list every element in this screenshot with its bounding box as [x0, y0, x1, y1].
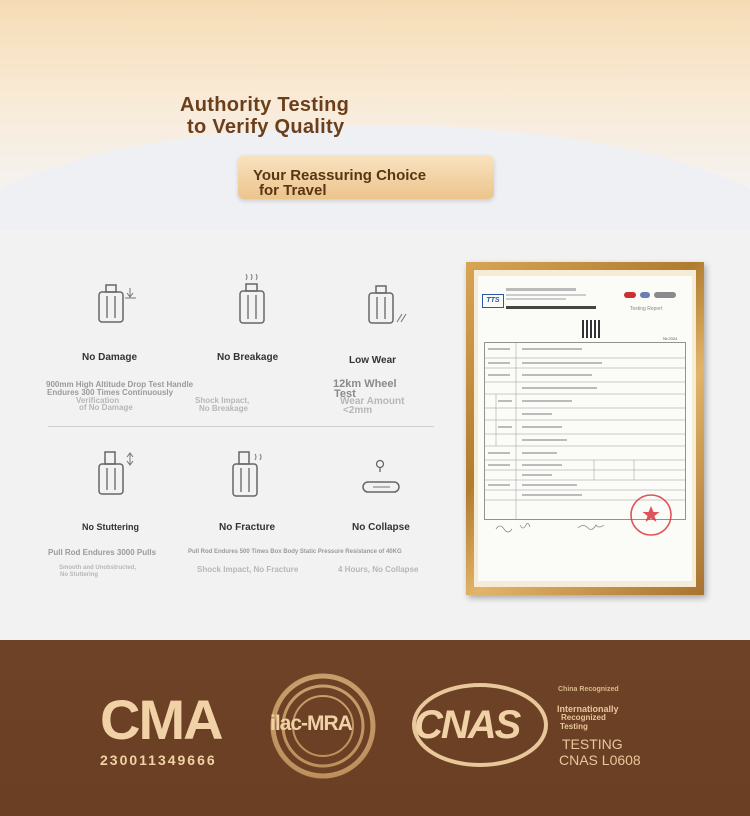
- feature-desc-no-fracture-2: Shock Impact, No Fracture: [197, 565, 299, 574]
- feature-desc-low-wear-4: <2mm: [343, 405, 373, 416]
- tagline-line-2: for Travel: [259, 182, 327, 199]
- suitcase-wheel-icon: [366, 284, 408, 328]
- certificate-header-line: [506, 294, 586, 296]
- weight-pressure-icon: [360, 458, 404, 498]
- cma-number: 230011349666: [100, 752, 217, 768]
- feature-desc-no-stuttering-2: Smooth and Unobstructed,: [59, 565, 136, 571]
- cma-logo: CMA: [100, 688, 222, 751]
- official-stamp-icon: [628, 492, 674, 538]
- certificate-barcode: [506, 306, 596, 309]
- feature-title-no-breakage: No Breakage: [217, 352, 279, 363]
- accreditation-mark-icon: [624, 292, 636, 298]
- feature-desc-no-stuttering-1: Pull Rod Endures 3000 Pulls: [48, 548, 157, 557]
- certificate-document: [478, 276, 692, 581]
- certificate-header-line: [506, 298, 566, 300]
- tagline-text: [253, 168, 426, 198]
- feature-title-no-damage: No Damage: [82, 352, 138, 363]
- qr-code-icon: [582, 320, 600, 338]
- page-title: [180, 94, 349, 138]
- cnas-note-1: China Recognized: [558, 686, 619, 693]
- ilac-mra-logo: ilac-MRA: [270, 712, 352, 735]
- suitcase-drop-icon: [96, 282, 138, 326]
- feature-desc-no-collapse-1: 4 Hours, No Collapse: [338, 565, 419, 574]
- cnas-note-4: Testing: [560, 722, 588, 731]
- feature-desc-no-damage-3: Verification: [76, 396, 120, 405]
- feature-desc-no-damage-1: 900mm High Altitude Drop Test Handle: [46, 380, 194, 389]
- cnas-note-3: Recognized: [561, 713, 606, 722]
- feature-divider: [48, 426, 434, 427]
- feature-desc-no-damage-4: of No Damage: [79, 403, 133, 412]
- feature-desc-no-breakage-2: No Breakage: [199, 404, 248, 413]
- tagline-line-1: Your Reassuring Choice: [253, 167, 427, 184]
- certificate-header-line: [506, 288, 576, 291]
- cnas-logo: CNAS: [414, 703, 520, 747]
- title-line-1: Authority Testing: [180, 94, 350, 116]
- cnas-note-2: Internationally: [557, 704, 619, 714]
- handwritten-signatures: [492, 520, 622, 534]
- feature-desc-no-breakage-1: Shock Impact,: [195, 396, 250, 405]
- cnas-testing-label: TESTING: [562, 736, 623, 752]
- feature-desc-low-wear-2: Test: [334, 388, 356, 400]
- title-line-2: to Verify Quality: [187, 116, 345, 138]
- feature-title-low-wear: Low Wear: [349, 355, 397, 366]
- feature-desc-low-wear-1: 12km Wheel: [333, 378, 397, 390]
- feature-title-no-collapse: No Collapse: [352, 522, 410, 533]
- certificate-report-number: № 2024: [663, 336, 678, 341]
- cnas-code: CNAS L0608: [559, 752, 641, 768]
- certificate-logo: TTS: [482, 294, 504, 308]
- accreditation-mark-icon: [640, 292, 650, 298]
- suitcase-pullrod-icon: [96, 450, 138, 498]
- feature-desc-no-fracture-1: Pull Rod Endures 500 Times Box Body Static Pressure Resistance of 40KG: [188, 549, 402, 555]
- suitcase-impact-icon: [236, 272, 268, 328]
- accreditation-mark-icon: [654, 292, 676, 298]
- feature-desc-no-stuttering-3: No Stuttering: [60, 572, 98, 578]
- certificate-report-label: Testing Report: [630, 306, 663, 312]
- suitcase-fracture-icon: [230, 450, 270, 500]
- feature-title-no-stuttering: No Stuttering: [82, 522, 139, 532]
- feature-title-no-fracture: No Fracture: [219, 522, 276, 533]
- feature-desc-low-wear-3: Wear Amount: [340, 396, 405, 407]
- feature-desc-no-damage-2: Endures 300 Times Continuously: [47, 388, 174, 397]
